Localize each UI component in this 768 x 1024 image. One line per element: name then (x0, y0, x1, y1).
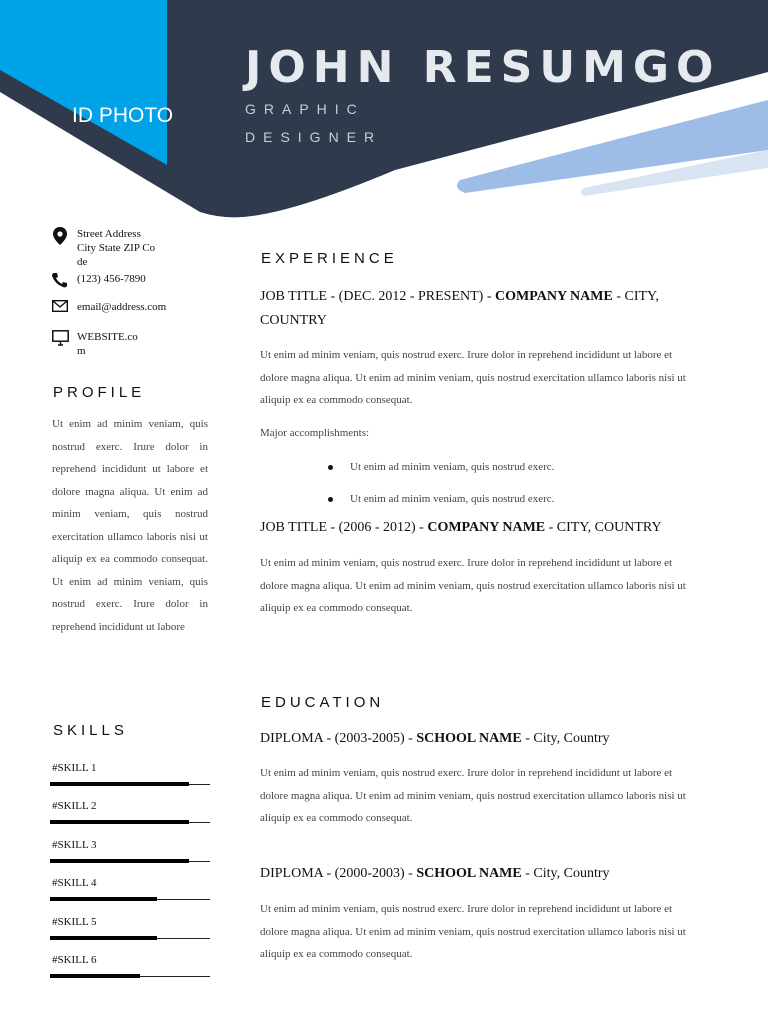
monitor-icon (50, 330, 70, 346)
job-2-company: COMPANY NAME (427, 520, 546, 535)
skill-bar-fill (50, 936, 157, 940)
skill-label: #SKILL 2 (52, 800, 97, 812)
bullet-dot (328, 497, 333, 502)
skill-bar-fill (50, 859, 189, 863)
education-1-location: - City, Country (521, 731, 610, 746)
location-pin-icon (50, 227, 70, 245)
id-photo-placeholder[interactable] (0, 0, 167, 165)
job-1-bullet-text: Ut enim ad minim veniam, quis nostrud exerc. (350, 461, 555, 473)
education-2-location: - City, Country (521, 866, 610, 881)
email-address[interactable]: email@address.com (77, 301, 167, 313)
job-1-heading (260, 285, 680, 333)
job-role-line1: GRAPHIC (245, 101, 365, 117)
job-1-description: Ut enim ad minim veniam, quis nostrud exerc. Irure dolor in reprehend incididunt ut labore et dolore magna aliqua. Ut enim ad minim veniam, quis nostrud exercitation ullamco laboris nisi ut aliquip ex ea commodo consequat. (260, 349, 686, 406)
job-1-bullet (328, 493, 554, 505)
skill-label: #SKILL 3 (52, 839, 97, 851)
phone-number[interactable]: (123) 456-7890 (77, 273, 146, 285)
skill-label: #SKILL 6 (52, 954, 97, 966)
education-2-school: SCHOOL NAME (416, 866, 522, 881)
contact-address (50, 227, 157, 269)
contact-phone (50, 272, 157, 288)
job-1-title: JOB TITLE - (DEC. 2012 - PRESENT) - (260, 289, 495, 304)
education-1-heading (260, 727, 610, 751)
education-2-heading (260, 862, 610, 886)
skill-label: #SKILL 1 (52, 762, 97, 774)
profile-text: Ut enim ad minim veniam, quis nostrud exerc. Irure dolor in reprehend incididunt ut labore et dolore magna aliqua. Ut enim ad minim veniam, quis nostrud exercitation ullamco laboris nisi ut aliquip ex ea commodo consequat. Ut enim ad minim veniam, quis nostrud exerc. Irure dolor in reprehend incididunt ut labore (52, 418, 208, 633)
skill-bar-fill (50, 820, 189, 824)
job-1-location: - CITY, COUNTRY (260, 289, 659, 328)
candidate-name: JOHN RESUMGO (245, 42, 721, 93)
bullet-dot (328, 465, 333, 470)
skill-bar-fill (50, 974, 140, 978)
job-1-bullet (328, 461, 554, 473)
skill-label: #SKILL 5 (52, 916, 97, 928)
skill-label: #SKILL 4 (52, 877, 97, 889)
job-1-company: COMPANY NAME (495, 289, 613, 304)
job-2-description: Ut enim ad minim veniam, quis nostrud exerc. Irure dolor in reprehend incididunt ut labore et dolore magna aliqua. Ut enim ad minim veniam, quis nostrud exercitation ullamco laboris nisi ut aliquip ex ea commodo consequat. (260, 557, 686, 614)
id-photo-label: ID PHOTO (72, 104, 174, 127)
resume-header (0, 0, 768, 230)
job-2-heading (260, 516, 662, 540)
job-2-location: - CITY, COUNTRY (545, 520, 662, 535)
education-2-title: DIPLOMA - (2000-2003) - (260, 866, 417, 881)
profile-heading: PROFILE (53, 384, 146, 401)
education-1-title: DIPLOMA - (2003-2005) - (260, 731, 417, 746)
job-2-title: JOB TITLE - (2006 - 2012) - (260, 520, 428, 535)
address-line2: City State ZIP Code (77, 242, 156, 268)
contact-website (50, 330, 145, 358)
address-line1: Street Address (77, 228, 141, 240)
envelope-icon (50, 300, 70, 312)
phone-icon (50, 272, 70, 288)
experience-heading: EXPERIENCE (261, 250, 398, 267)
skill-bar-fill (50, 897, 157, 901)
website-url[interactable]: WEBSITE.com (77, 331, 138, 357)
skill-bar-fill (50, 782, 189, 786)
education-heading: EDUCATION (261, 694, 385, 711)
job-1-accomplishments-label: Major accomplishments: (260, 427, 370, 439)
education-1-school: SCHOOL NAME (416, 731, 522, 746)
job-1-bullet-text: Ut enim ad minim veniam, quis nostrud exerc. (350, 493, 555, 505)
skills-heading: SKILLS (53, 722, 128, 739)
education-2-description: Ut enim ad minim veniam, quis nostrud exerc. Irure dolor in reprehend incididunt ut labore et dolore magna aliqua. Ut enim ad minim veniam, quis nostrud exercitation ullamco laboris nisi ut aliquip ex ea commodo consequat. (260, 903, 686, 960)
contact-email (50, 300, 187, 314)
education-1-description: Ut enim ad minim veniam, quis nostrud exerc. Irure dolor in reprehend incididunt ut labore et dolore magna aliqua. Ut enim ad minim veniam, quis nostrud exercitation ullamco laboris nisi ut aliquip ex ea commodo consequat. (260, 767, 686, 824)
job-role-line2: DESIGNER (245, 129, 383, 145)
